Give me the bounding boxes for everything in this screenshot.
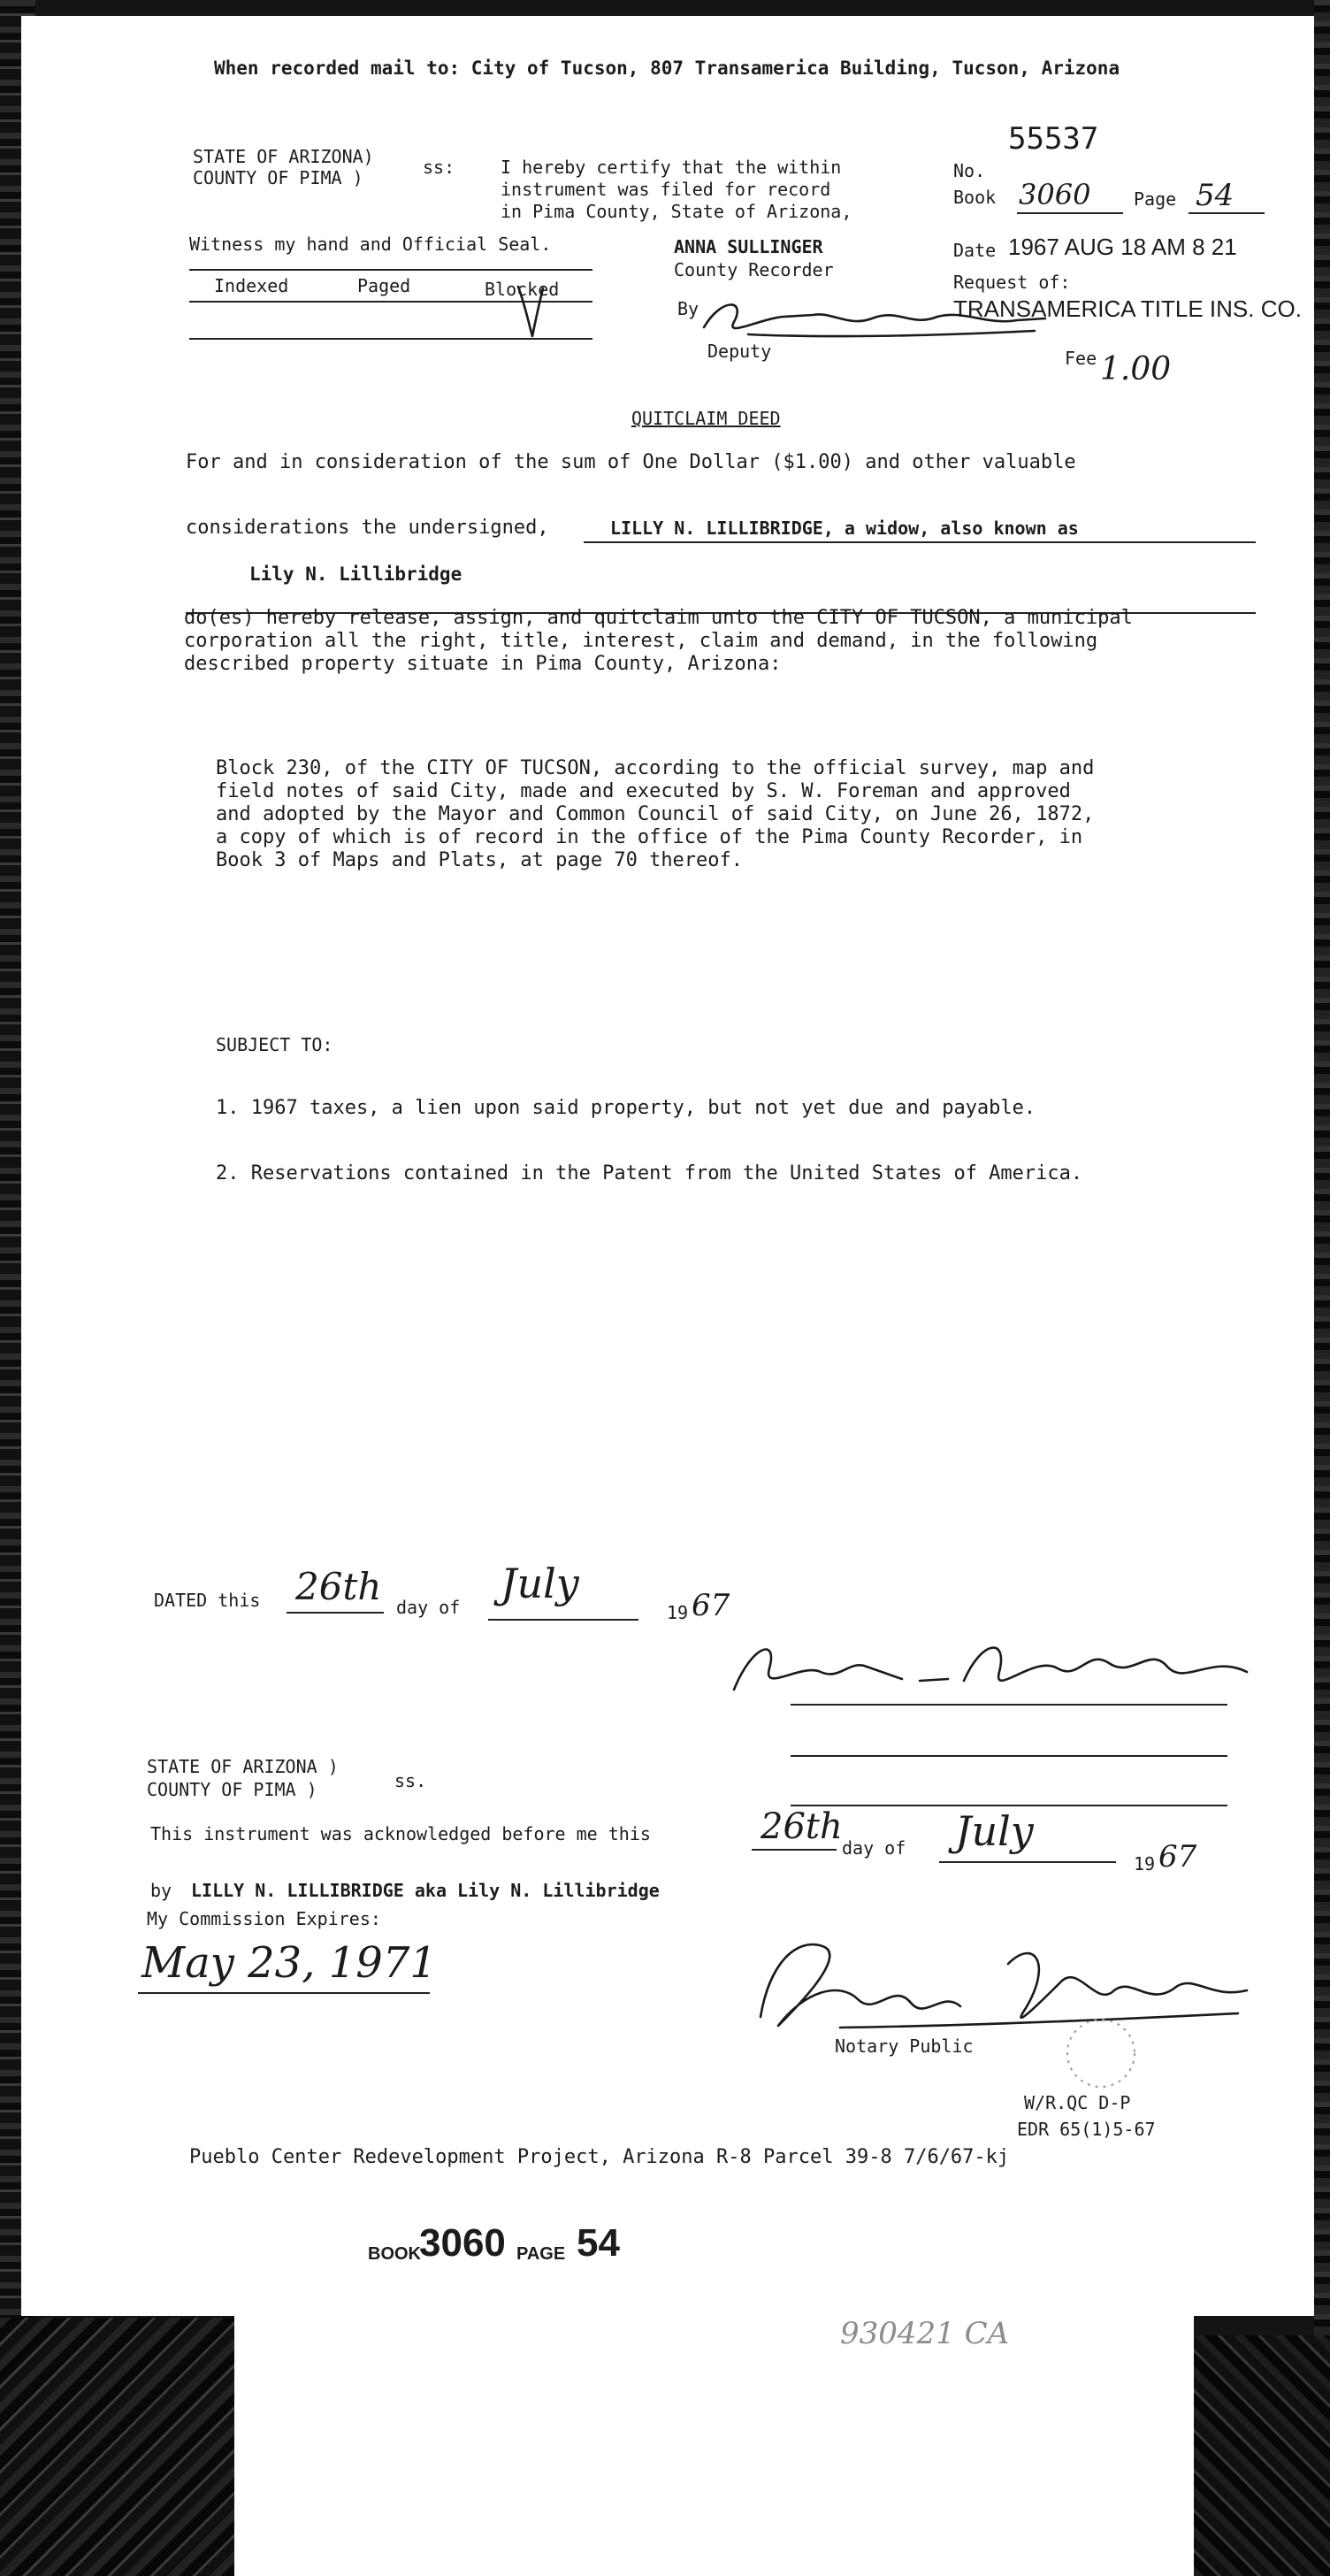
ack-name: LILLY N. LILLIBRIDGE aka Lily N. Lillibridge xyxy=(191,1880,660,1901)
condition-1: 1. 1967 taxes, a lien upon said property, but not yet due and payable. xyxy=(216,1097,1036,1119)
subject-to-heading: SUBJECT TO: xyxy=(216,1034,333,1055)
dated-prefix: DATED this xyxy=(154,1590,261,1611)
dated-year-prefix: 19 xyxy=(667,1602,689,1623)
recorder-title: County Recorder xyxy=(674,259,834,280)
page-value: 54 xyxy=(1196,178,1234,213)
paged-label: Paged xyxy=(357,275,411,296)
condition-2: 2. Reservations contained in the Patent from the United States of America. xyxy=(216,1162,1083,1184)
footer-page-label: PAGE xyxy=(516,2244,566,2264)
grantor-name: LILLY N. LILLIBRIDGE, a widow, also known as xyxy=(610,518,1079,539)
ack-state: STATE OF ARIZONA ) xyxy=(147,1756,339,1777)
ack-by: by xyxy=(150,1880,172,1901)
deputy-label: Deputy xyxy=(707,341,772,362)
ack-year: 67 xyxy=(1158,1839,1197,1874)
dated-day-of: day of xyxy=(396,1597,461,1618)
ack-line-prefix: This instrument was acknowledged before me this xyxy=(150,1823,651,1844)
ack-ss: ss. xyxy=(394,1770,427,1791)
fee-label: Fee xyxy=(1065,348,1097,369)
deed-title: QUITCLAIM DEED xyxy=(631,408,781,429)
footer-code-1: W/R.QC D-P xyxy=(1024,2092,1131,2113)
consideration-line-1: For and in consideration of the sum of One Dollar ($1.00) and other valuable xyxy=(186,451,1076,473)
fee-value: 1.00 xyxy=(1100,351,1172,387)
certify-line-1: I hereby certify that the within xyxy=(501,157,842,178)
property-line-2: field notes of said City, made and executed by S. W. Foreman and approved xyxy=(216,780,1071,802)
dated-month: July xyxy=(501,1560,579,1607)
no-label: No. xyxy=(953,160,986,181)
property-line-5: Book 3 of Maps and Plats, at page 70 thereof. xyxy=(216,849,744,871)
scan-edge-right xyxy=(1314,0,1330,2344)
property-line-1: Block 230, of the CITY OF TUCSON, according to the official survey, map and xyxy=(216,757,1095,779)
footer-page-value: 54 xyxy=(577,2221,620,2265)
grantor-aka: Lily N. Lillibridge xyxy=(249,564,462,585)
certify-line-3: in Pima County, State of Arizona, xyxy=(501,201,852,222)
grant-line-2: corporation all the right, title, interest, claim and demand, in the following xyxy=(184,630,1098,652)
property-line-4: a copy of which is of record in the office of the Pima County Recorder, in xyxy=(216,826,1083,848)
blocked-check-mark xyxy=(513,280,548,341)
grantor-signature xyxy=(716,1628,1265,1707)
footer-code-2: EDR 65(1)5-67 xyxy=(1017,2119,1156,2140)
witness-line: Witness my hand and Official Seal. xyxy=(189,234,552,255)
mail-to-line: When recorded mail to: City of Tucson, 807 Transamerica Building, Tucson, Arizona xyxy=(214,58,1120,79)
dated-year: 67 xyxy=(692,1588,730,1623)
blocked-label: Blocked xyxy=(485,279,560,300)
indexed-label: Indexed xyxy=(214,275,289,296)
footer-book-label: BOOK xyxy=(368,2244,421,2264)
request-value: TRANSAMERICA TITLE INS. CO. xyxy=(953,295,1302,322)
ack-year-prefix: 19 xyxy=(1134,1853,1156,1874)
dated-day: 26th xyxy=(295,1565,382,1608)
commission-value: May 23, 1971 xyxy=(141,1938,437,1988)
footer-book-value: 3060 xyxy=(419,2221,506,2265)
ack-day-of: day of xyxy=(842,1837,906,1859)
scan-edge-bottom-left xyxy=(0,2318,234,2576)
recording-state: STATE OF ARIZONA) xyxy=(193,146,374,167)
by-label: By xyxy=(677,298,699,319)
grant-line-3: described property situate in Pima County, Arizona: xyxy=(184,653,782,675)
page-label: Page xyxy=(1134,188,1177,210)
recording-county: COUNTY OF PIMA ) xyxy=(193,167,363,188)
ack-day: 26th xyxy=(761,1806,843,1847)
footer-stamp: 930421 CA xyxy=(840,2316,1010,2351)
book-label: Book xyxy=(953,187,997,208)
grant-line-1: do(es) hereby release, assign, and quitclaim unto the CITY OF TUCSON, a municipal xyxy=(184,607,1133,629)
certify-line-2: instrument was filed for record xyxy=(501,179,831,200)
recording-ss: ss: xyxy=(423,157,455,178)
recording-number: 55537 xyxy=(1008,121,1099,157)
book-value: 3060 xyxy=(1019,178,1091,211)
ack-month: July xyxy=(955,1807,1034,1855)
date-label: Date xyxy=(953,240,997,261)
scan-edge-bottom-right xyxy=(1194,2335,1330,2576)
commission-label: My Commission Expires: xyxy=(147,1908,381,1929)
notary-label: Notary Public xyxy=(835,2036,974,2057)
notary-seal xyxy=(1061,2013,1141,2093)
consideration-line-2: considerations the undersigned, xyxy=(186,517,549,539)
ack-county: COUNTY OF PIMA ) xyxy=(147,1779,317,1800)
request-label: Request of: xyxy=(953,272,1071,293)
document-page-tail xyxy=(234,2300,1194,2576)
recorder-name: ANNA SULLINGER xyxy=(674,236,823,257)
date-value: 1967 AUG 18 AM 8 21 xyxy=(1008,234,1237,260)
property-line-3: and adopted by the Mayor and Common Council of said City, on June 26, 1872, xyxy=(216,803,1095,825)
footer-project: Pueblo Center Redevelopment Project, Arizona R-8 Parcel 39-8 7/6/67-kj xyxy=(189,2146,1010,2168)
notary-signature xyxy=(743,1928,1256,2043)
